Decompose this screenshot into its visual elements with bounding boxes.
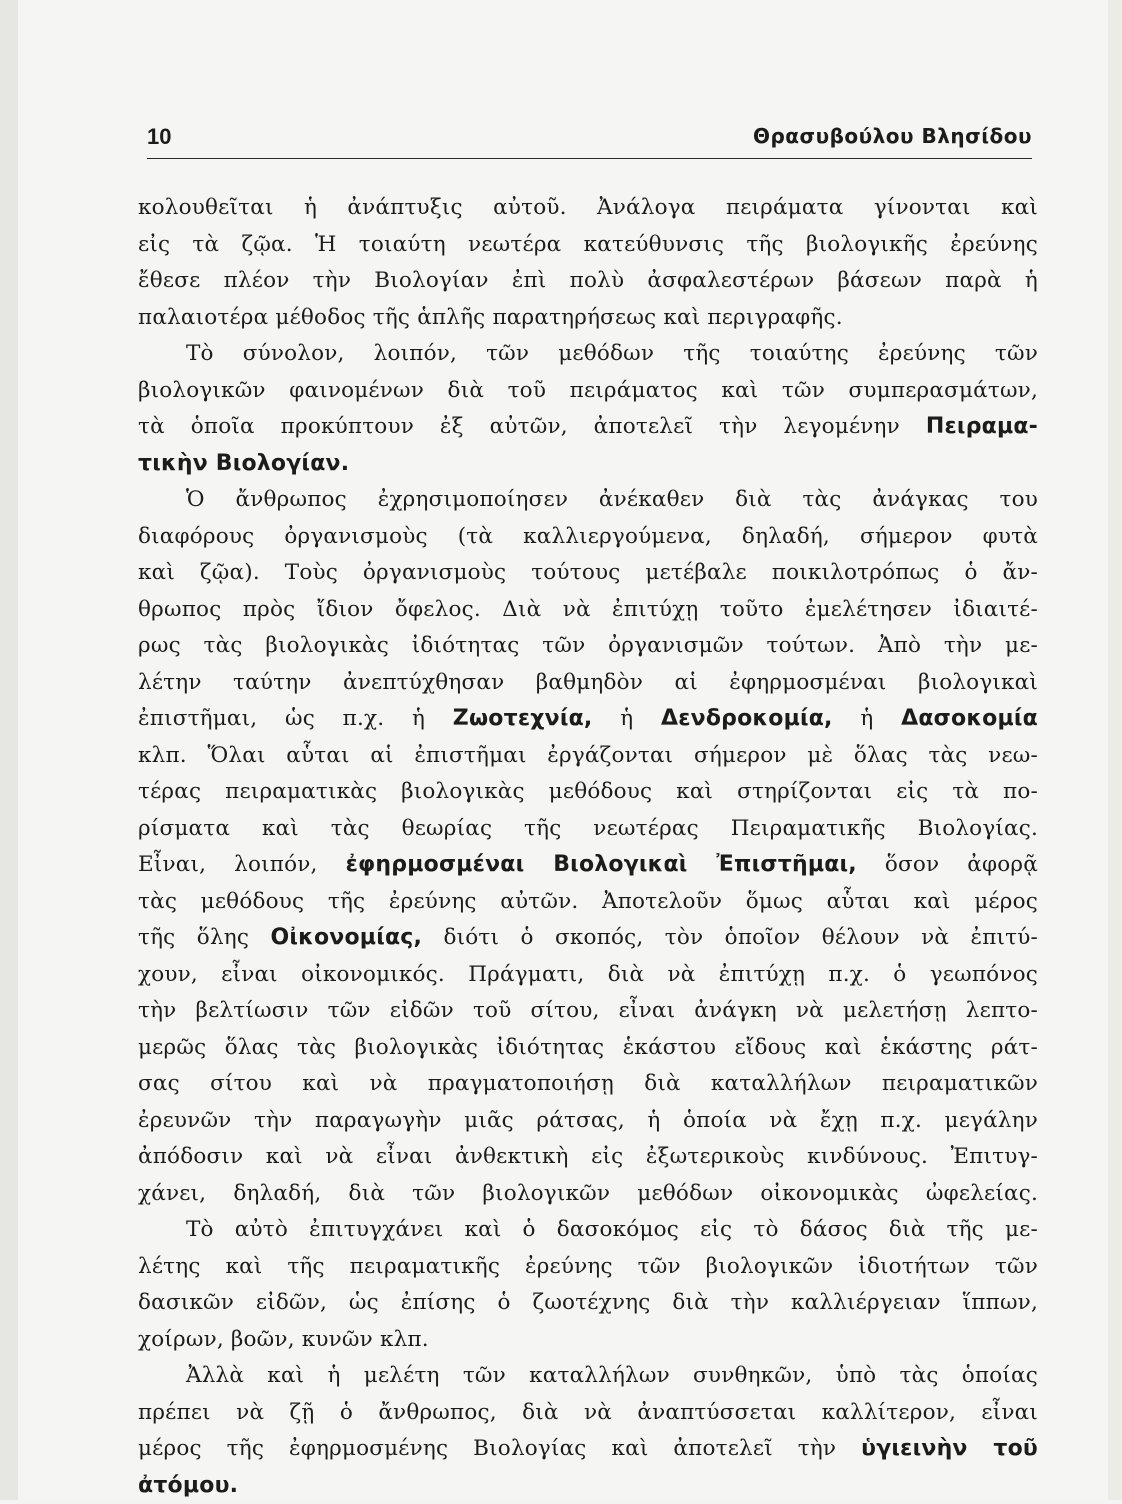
text-line: τὴν βελτίωσιν τῶν εἰδῶν τοῦ σίτου, εἶναι ἀνάγκη νὰ μελετήσῃ λεπτο- <box>138 993 1038 1030</box>
text-line: χοίρων, βοῶν, κυνῶν κλπ. <box>138 1322 1038 1359</box>
bold-term: ἐφηρμοσμέναι Βιολογικαὶ Ἐπιστῆμαι, <box>346 852 857 877</box>
text-line: τέρας πειραματικὰς βιολογικὰς μεθόδους καὶ στηρίζονται εἰς τὰ πο- <box>138 774 1038 811</box>
text-line: λέτην ταύτην ἀνεπτύχθησαν βαθμηδὸν αἱ ἐφηρμοσμέναι βιολογικαὶ <box>138 665 1038 702</box>
bold-term: Ζωοτεχνία, <box>453 706 593 731</box>
bold-term: Δασοκομία <box>901 706 1038 731</box>
text-line: Τὸ σύνολον, λοιπόν, τῶν μεθόδων τῆς τοιαύτης ἐρεύνης τῶν <box>138 336 1038 373</box>
text-line: καὶ ζῷα). Τοὺς ὀργανισμοὺς τούτους μετέβαλε ποικιλοτρόπως ὁ ἄν- <box>138 555 1038 592</box>
text-line: Εἶναι, λοιπόν, ἐφηρμοσμέναι Βιολογικαὶ Ἐπιστῆμαι, ὅσον ἀφορᾷ <box>138 847 1038 884</box>
text-line: ἔθεσε πλέον τὴν Βιολογίαν ἐπὶ πολὺ ἀσφαλεστέρων βάσεων παρὰ ἡ <box>138 263 1038 300</box>
bold-term: Δενδροκομία, <box>661 706 833 731</box>
bold-term: ὑγιεινὴν τοῦ <box>861 1436 1038 1461</box>
text-line: ρως τὰς βιολογικὰς ἰδιότητας τῶν ὀργανισμῶν τούτων. Ἀπὸ τὴν με- <box>138 628 1038 665</box>
body-text <box>138 190 1038 1504</box>
text-line: παλαιοτέρα μέθοδος τῆς ἁπλῆς παρατηρήσεως καὶ περιγραφῆς. <box>138 300 1038 337</box>
text-line: χουν, εἶναι οἰκονομικός. Πράγματι, διὰ νὰ ἐπιτύχῃ π.χ. ὁ γεωπόνος <box>138 957 1038 994</box>
text-line: κολουθεῖται ἡ ἀνάπτυξις αὐτοῦ. Ἀνάλογα πειράματα γίνονται καὶ <box>138 190 1038 227</box>
page-number: 10 <box>147 124 171 150</box>
text-line: βιολογικῶν φαινομένων διὰ τοῦ πειράματος καὶ τῶν συμπερασμάτων, <box>138 373 1038 410</box>
text-line <box>138 446 1038 483</box>
running-header <box>147 118 1032 159</box>
text-line: τὰς μεθόδους τῆς ἐρεύνης αὐτῶν. Ἀποτελοῦν ὅμως αὗται καὶ μέρος <box>138 884 1038 921</box>
text-line: διαφόρους ὀργανισμοὺς (τὰ καλλιεργούμενα, δηλαδή, σήμερον φυτὰ <box>138 519 1038 556</box>
page-shadow-right <box>1108 0 1122 1500</box>
text-line: τὰ ὁποῖα προκύπτουν ἐξ αὐτῶν, ἀποτελεῖ τὴν λεγομένην Πειραμα- <box>138 409 1038 446</box>
text-line: εἰς τὰ ζῷα. Ἡ τοιαύτη νεωτέρα κατεύθυνσις τῆς βιολογικῆς ἐρεύνης <box>138 227 1038 264</box>
text-line: μερῶς ὅλας τὰς βιολογικὰς ἰδιότητας ἑκάστου εἴδους καὶ ἑκάστης ράτ- <box>138 1030 1038 1067</box>
text-line: λέτης καὶ τῆς πειραματικῆς ἐρεύνης τῶν βιολογικῶν ἰδιοτήτων τῶν <box>138 1249 1038 1286</box>
bold-term: Πειραμα- <box>926 414 1038 439</box>
text-line: χάνει, δηλαδή, διὰ τῶν βιολογικῶν μεθόδων οἰκονομικὰς ὠφελείας. <box>138 1176 1038 1213</box>
text-line: Τὸ αὐτὸ ἐπιτυγχάνει καὶ ὁ δασοκόμος εἰς τὸ δάσος διὰ τῆς με- <box>138 1212 1038 1249</box>
text-line: ρίσματα καὶ τὰς θεωρίας τῆς νεωτέρας Πειραματικῆς Βιολογίας. <box>138 811 1038 848</box>
text-line <box>138 1468 1038 1504</box>
text-line: μέρος τῆς ἐφηρμοσμένης Βιολογίας καὶ ἀποτελεῖ τὴν ὑγιεινὴν τοῦ <box>138 1431 1038 1468</box>
text-line: Ὁ ἄνθρωπος ἐχρησιμοποίησεν ἀνέκαθεν διὰ τὰς ἀνάγκας του <box>138 482 1038 519</box>
text-line: δασικῶν εἰδῶν, ὡς ἐπίσης ὁ ζωοτέχνης διὰ τὴν καλλιέργειαν ἵππων, <box>138 1285 1038 1322</box>
bold-term: Οἰκονομίας, <box>270 925 422 950</box>
text-line: ἐρευνῶν τὴν παραγωγὴν μιᾶς ράτσας, ἡ ὁποία νὰ ἔχῃ π.χ. μεγάλην <box>138 1103 1038 1140</box>
text-line: θρωπος πρὸς ἴδιον ὄφελος. Διὰ νὰ ἐπιτύχῃ τοῦτο ἐμελέτησεν ἰδιαιτέ- <box>138 592 1038 629</box>
text-line: Ἀλλὰ καὶ ἡ μελέτη τῶν καταλλήλων συνθηκῶν, ὑπὸ τὰς ὁποίας <box>138 1358 1038 1395</box>
text-line: ἐπιστῆμαι, ὡς π.χ. ἡ Ζωοτεχνία, ἡ Δενδροκομία, ἡ Δασοκομία <box>138 701 1038 738</box>
page-shadow-left <box>0 0 18 1500</box>
text-line: κλπ. Ὅλαι αὗται αἱ ἐπιστῆμαι ἐργάζονται σήμερον μὲ ὅλας τὰς νεω- <box>138 738 1038 775</box>
text-line: πρέπει νὰ ζῇ ὁ ἄνθρωπος, διὰ νὰ ἀναπτύσσεται καλλίτερον, εἶναι <box>138 1395 1038 1432</box>
text-line: τῆς ὅλης Οἰκονομίας, διότι ὁ σκοπός, τὸν ὁποῖον θέλουν νὰ ἐπιτύ- <box>138 920 1038 957</box>
bold-term: ἀτόμου. <box>138 1473 238 1498</box>
text-line: σας σίτου καὶ νὰ πραγματοποιήσῃ διὰ καταλλήλων πειραματικῶν <box>138 1066 1038 1103</box>
text-line: ἀπόδοσιν καὶ νὰ εἶναι ἀνθεκτικὴ εἰς ἐξωτερικοὺς κινδύνους. Ἐπιτυγ- <box>138 1139 1038 1176</box>
bold-term: τικὴν Βιολογίαν. <box>138 451 349 476</box>
header-author: Θρασυβούλου Βλησίδου <box>753 124 1032 148</box>
